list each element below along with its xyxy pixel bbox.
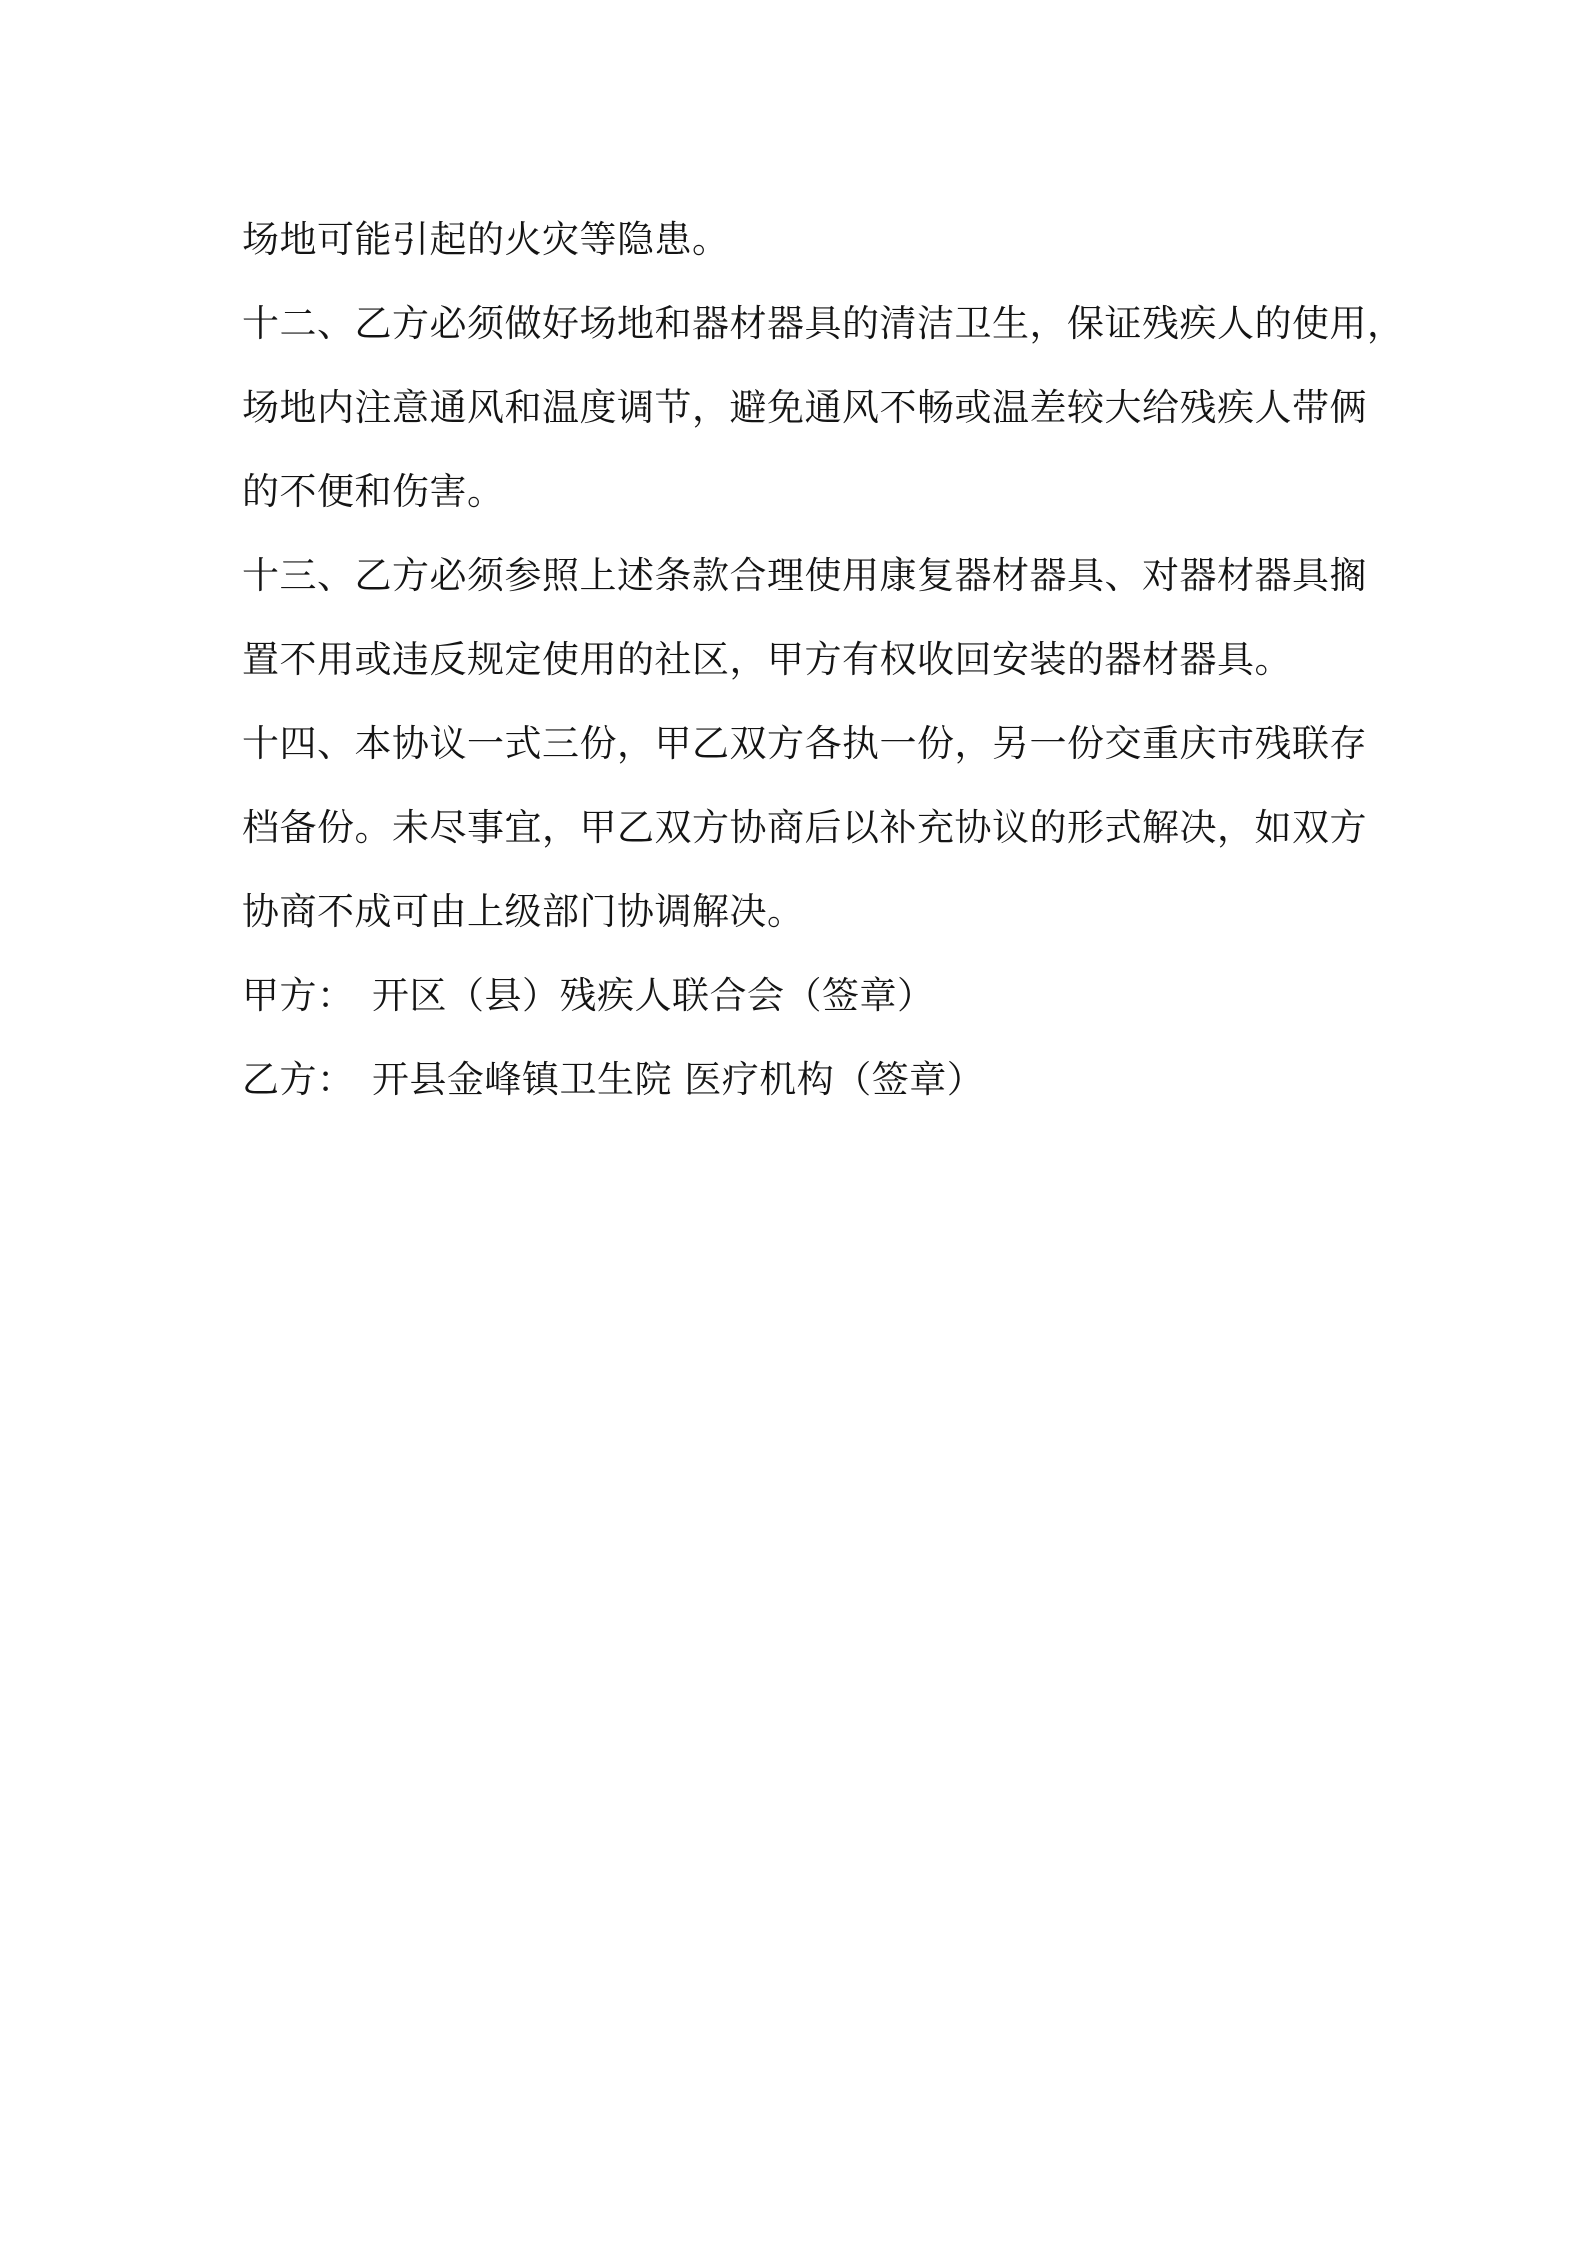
clause-13-line-1: 十三、乙方必须参照上述条款合理使用康复器材器具、对器材器具搁 <box>242 554 1367 597</box>
clause-11-end-line: 场地可能引起的火灾等隐患。 <box>242 218 730 261</box>
party-b-signature <box>242 1038 1362 1122</box>
party-a-label: 甲方： <box>242 974 355 1017</box>
clause-12-line-3: 的不便和伤害。 <box>242 470 505 513</box>
clause-14-line-1: 十四、本协议一式三份，甲乙双方各执一份，另一份交重庆市残联存 <box>242 722 1367 765</box>
clause-12-line-1: 十二、乙方必须做好场地和器材器具的清洁卫生，保证残疾人的使用， <box>242 302 1405 345</box>
clause-13-line-2: 置不用或违反规定使用的社区，甲方有权收回安装的器材器具。 <box>242 638 1292 681</box>
clause-12-line-2: 场地内注意通风和温度调节，避免通风不畅或温差较大给残疾人带俩 <box>242 386 1367 429</box>
document-body <box>242 198 1405 1122</box>
party-a-value: 开区（县）残疾人联合会（签章） <box>372 974 935 1017</box>
clause-14-line-2: 档备份。未尽事宜，甲乙双方协商后以补充协议的形式解决，如双方 <box>242 806 1367 849</box>
party-a-signature <box>242 954 1362 1038</box>
clause-14-line-3: 协商不成可由上级部门协调解决。 <box>242 890 805 933</box>
party-b-value: 开县金峰镇卫生院 医疗机构（签章） <box>372 1058 985 1101</box>
party-b-label: 乙方： <box>242 1058 355 1101</box>
